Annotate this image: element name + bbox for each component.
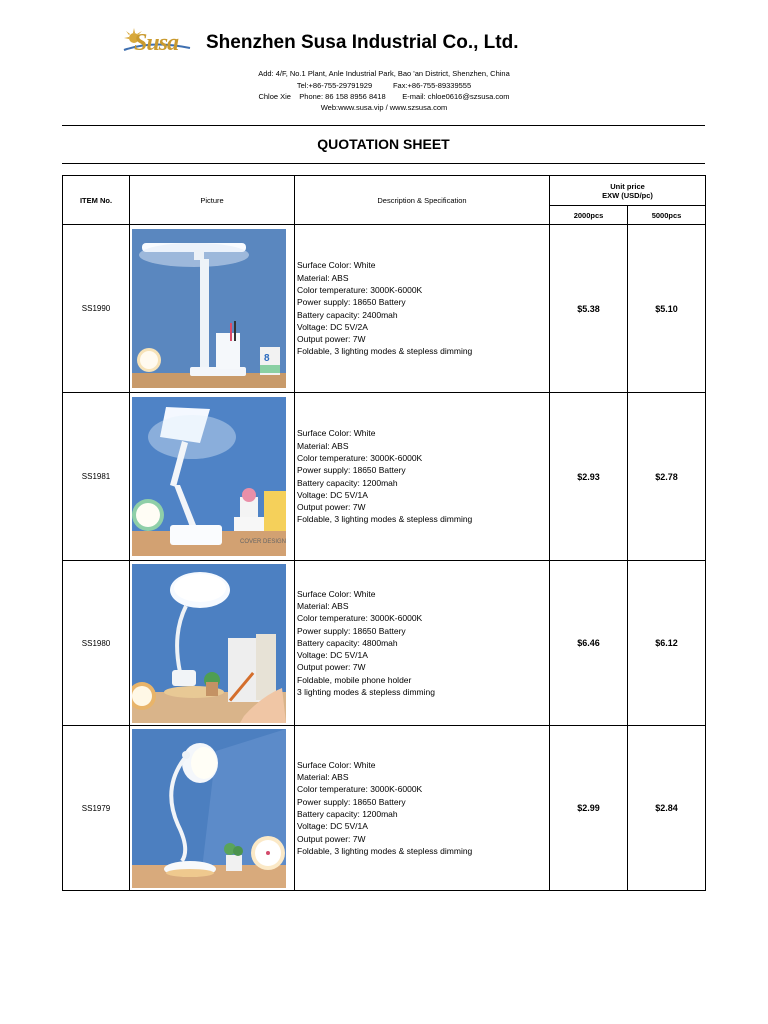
spec-line: Voltage: DC 5V/1A [297,821,368,832]
logo-text: Susa [134,30,179,56]
description-cell [295,726,550,891]
product-photo-ss1979 [132,729,286,888]
price-5000pcs: $2.78 [628,393,706,561]
description-cell [295,561,550,726]
spec-line: Output power: 7W [297,502,366,513]
price-2000pcs: $2.93 [550,393,628,561]
product-picture [130,225,295,393]
product-photo-ss1980 [132,564,286,723]
title-divider [62,163,705,164]
company-name: Shenzhen Susa Industrial Co., Ltd. [206,32,519,53]
spec-line: Power supply: 18650 Battery [297,625,406,636]
company-contact: Chloe Xie Phone: 86 158 8956 8418 E-mail: chloe0616@szsusa.com [258,92,510,101]
company-logo [122,26,192,60]
spec-line: Surface Color: White [297,260,376,271]
description-cell [295,225,550,393]
spec-line: 3 lighting modes & stepless dimming [297,687,435,698]
table-row [63,225,706,393]
company-address: Add: 4/F, No.1 Plant, Anle Industrial Park, Bao 'an District, Shenzhen, China [258,69,510,78]
product-picture [130,561,295,726]
product-picture [130,726,295,891]
col-header-item: ITEM No. [63,176,130,225]
company-web: Web:www.susa.vip / www.szsusa.com [320,103,448,112]
table-row [63,561,706,726]
spec-line: Power supply: 18650 Battery [297,796,406,807]
spec-line: Material: ABS [297,440,349,451]
col-header-unit-price [550,176,706,206]
spec-line: Foldable, mobile phone holder [297,674,412,685]
calendar-number: 8 [264,353,270,364]
price-2000pcs: $6.46 [550,561,628,726]
col-header-5000pcs: 5000pcs [628,206,706,225]
spec-line: Color temperature: 3000K-6000K [297,784,423,795]
product-photo-ss1981 [132,397,286,556]
spec-line: Color temperature: 3000K-6000K [297,284,423,295]
unit-price-terms: EXW (USD/pc) [602,190,653,200]
product-photo-ss1990 [132,229,286,388]
col-header-picture: Picture [130,176,295,225]
spec-line: Surface Color: White [297,588,376,599]
spec-line: Color temperature: 3000K-6000K [297,613,423,624]
spec-line: Foldable, 3 lighting modes & stepless dimming [297,514,473,525]
book-title: COVER DESIGN [240,539,286,545]
spec-line: Output power: 7W [297,833,366,844]
item-number: SS1981 [63,393,130,561]
col-header-2000pcs: 2000pcs [550,206,628,225]
spec-line: Power supply: 18650 Battery [297,465,406,476]
item-number: SS1980 [63,561,130,726]
company-tel-fax: Tel:+86-755-29791929 Fax:+86-755-89339555 [296,81,472,90]
price-5000pcs: $6.12 [628,561,706,726]
spec-line: Voltage: DC 5V/1A [297,489,368,500]
spec-line: Voltage: DC 5V/2A [297,321,368,332]
description-cell [295,393,550,561]
spec-line: Material: ABS [297,600,349,611]
spec-line: Color temperature: 3000K-6000K [297,452,423,463]
spec-line: Foldable, 3 lighting modes & stepless dimming [297,346,473,357]
header-divider [62,125,705,126]
letterhead [0,0,768,120]
item-number: SS1990 [63,225,130,393]
table-row [63,726,706,891]
spec-line: Output power: 7W [297,334,366,345]
price-5000pcs: $5.10 [628,225,706,393]
spec-line: Battery capacity: 1200mah [297,809,398,819]
spec-line: Battery capacity: 2400mah [297,309,398,320]
price-5000pcs: $2.84 [628,726,706,891]
spec-line: Foldable, 3 lighting modes & stepless dimming [297,845,473,856]
unit-price-label: Unit price [610,181,645,191]
price-2000pcs: $2.99 [550,726,628,891]
sheet-title: QUOTATION SHEET [317,136,450,152]
spec-line: Power supply: 18650 Battery [297,297,406,308]
spec-line: Material: ABS [297,772,349,783]
spec-line: Output power: 7W [297,662,366,673]
product-picture [130,393,295,561]
col-header-description: Description & Specification [295,176,550,225]
spec-line: Voltage: DC 5V/1A [297,650,368,661]
table-row [63,393,706,561]
spec-line: Battery capacity: 4800mah [297,637,398,648]
spec-line: Material: ABS [297,272,349,283]
spec-line: Surface Color: White [297,428,376,439]
item-number: SS1979 [63,726,130,891]
quotation-table [62,175,706,891]
spec-line: Surface Color: White [297,759,376,770]
spec-line: Battery capacity: 1200mah [297,477,398,488]
price-2000pcs: $5.38 [550,225,628,393]
